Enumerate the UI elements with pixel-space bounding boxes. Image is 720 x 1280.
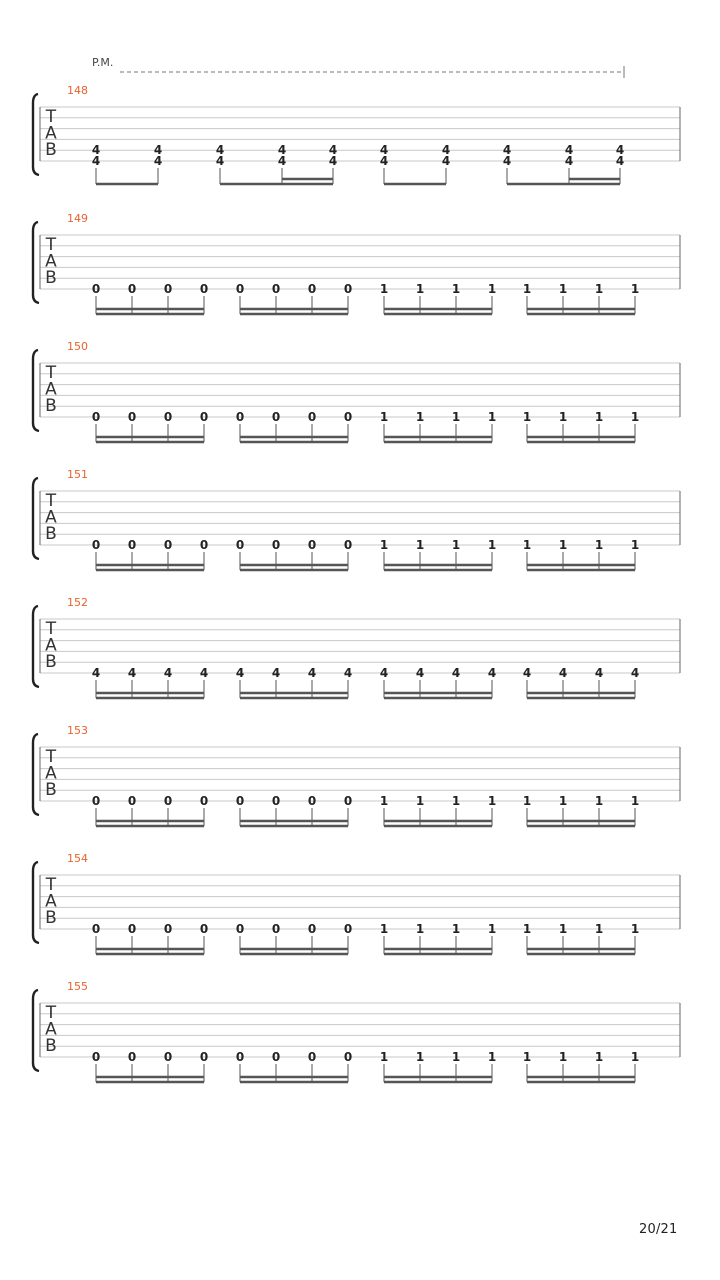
fret-number: 1 (522, 922, 532, 936)
fret-number: 0 (163, 538, 173, 552)
fret-number: 4 (379, 666, 389, 680)
fret-number: 1 (487, 282, 497, 296)
fret-number: 1 (558, 922, 568, 936)
fret-number: 1 (594, 282, 604, 296)
fret-number: 1 (379, 538, 389, 552)
fret-number: 1 (487, 794, 497, 808)
fret-number: 4 (415, 666, 425, 680)
fret-number: 0 (91, 1050, 101, 1064)
fret-number: 4 (153, 154, 163, 168)
fret-number: 0 (307, 538, 317, 552)
fret-number: 4 (522, 666, 532, 680)
tab-clef-letter: T (45, 491, 57, 511)
fret-number: 0 (91, 538, 101, 552)
fret-number: 4 (564, 154, 574, 168)
fret-number: 1 (415, 410, 425, 424)
fret-number: 4 (271, 666, 281, 680)
fret-number: 4 (91, 154, 101, 168)
fret-number: 4 (487, 666, 497, 680)
fret-number: 1 (451, 922, 461, 936)
fret-number: 0 (271, 794, 281, 808)
fret-number: 0 (127, 1050, 137, 1064)
tab-clef-letter: B (45, 908, 57, 928)
fret-number: 1 (594, 410, 604, 424)
fret-number: 0 (163, 410, 173, 424)
tab-clef-letter: B (45, 140, 57, 160)
fret-number: 1 (594, 1050, 604, 1064)
tab-clef-letter: A (45, 763, 57, 784)
fret-number: 0 (127, 538, 137, 552)
fret-number: 1 (630, 922, 640, 936)
fret-number: 4 (307, 666, 317, 680)
fret-number: 1 (630, 1050, 640, 1064)
tab-clef-letter: T (45, 1003, 57, 1023)
fret-number: 4 (277, 143, 287, 158)
fret-number: 0 (271, 410, 281, 424)
fret-number: 0 (199, 410, 209, 424)
fret-number: 0 (91, 282, 101, 296)
fret-number: 4 (564, 143, 574, 158)
fret-number: 1 (558, 410, 568, 424)
fret-number: 0 (163, 1050, 173, 1064)
fret-number: 0 (343, 794, 353, 808)
fret-number: 0 (271, 922, 281, 936)
bar-number: 151 (67, 468, 88, 481)
fret-number: 0 (271, 282, 281, 296)
fret-number: 1 (451, 1050, 461, 1064)
fret-number: 4 (215, 154, 225, 168)
page-number: 20/21 (639, 1222, 678, 1237)
fret-number: 0 (163, 794, 173, 808)
bar-number: 155 (67, 980, 88, 993)
fret-number: 4 (441, 154, 451, 168)
palm-mute-label: P.M. (92, 56, 114, 69)
fret-number: 4 (615, 154, 625, 168)
fret-number: 0 (91, 922, 101, 936)
tab-system-154 (33, 852, 680, 954)
fret-number: 4 (558, 666, 568, 680)
fret-number: 0 (343, 410, 353, 424)
fret-number: 4 (451, 666, 461, 680)
tab-clef-letter: T (45, 875, 57, 895)
fret-number: 0 (307, 282, 317, 296)
fret-number: 1 (558, 282, 568, 296)
tab-clef-letter: A (45, 123, 57, 144)
fret-number: 1 (379, 1050, 389, 1064)
fret-number: 0 (199, 538, 209, 552)
tab-system-151 (33, 468, 680, 570)
system-bracket (33, 94, 39, 175)
fret-number: 0 (343, 1050, 353, 1064)
fret-number: 4 (215, 143, 225, 158)
fret-number: 1 (415, 794, 425, 808)
fret-number: 0 (199, 922, 209, 936)
fret-number: 4 (328, 143, 338, 158)
fret-number: 1 (451, 410, 461, 424)
fret-number: 1 (487, 1050, 497, 1064)
fret-number: 4 (199, 666, 209, 680)
system-bracket (33, 350, 39, 431)
fret-number: 0 (163, 282, 173, 296)
fret-number: 4 (277, 154, 287, 168)
fret-number: 4 (379, 154, 389, 168)
fret-number: 1 (558, 794, 568, 808)
fret-number: 4 (502, 143, 512, 158)
fret-number: 4 (328, 154, 338, 168)
fret-number: 1 (415, 282, 425, 296)
fret-number: 0 (127, 282, 137, 296)
fret-number: 0 (235, 410, 245, 424)
fret-number: 1 (594, 538, 604, 552)
fret-number: 0 (307, 922, 317, 936)
tab-system-152 (33, 596, 680, 698)
fret-number: 0 (235, 922, 245, 936)
tab-system-149 (33, 212, 680, 314)
system-bracket (33, 222, 39, 303)
system-bracket (33, 990, 39, 1071)
fret-number: 0 (343, 922, 353, 936)
fret-number: 1 (594, 922, 604, 936)
system-bracket (33, 606, 39, 687)
fret-number: 0 (199, 1050, 209, 1064)
fret-number: 0 (307, 794, 317, 808)
fret-number: 1 (451, 538, 461, 552)
fret-number: 4 (594, 666, 604, 680)
fret-number: 1 (522, 538, 532, 552)
fret-number: 1 (522, 282, 532, 296)
fret-number: 1 (451, 282, 461, 296)
fret-number: 0 (163, 922, 173, 936)
fret-number: 1 (558, 538, 568, 552)
fret-number: 0 (343, 282, 353, 296)
fret-number: 4 (91, 666, 101, 680)
fret-number: 1 (415, 1050, 425, 1064)
fret-number: 1 (487, 410, 497, 424)
fret-number: 4 (127, 666, 137, 680)
fret-number: 0 (127, 794, 137, 808)
tab-system-150 (33, 340, 680, 442)
tab-clef-letter: B (45, 780, 57, 800)
bar-number: 153 (67, 724, 88, 737)
fret-number: 1 (630, 794, 640, 808)
fret-number: 4 (379, 143, 389, 158)
fret-number: 1 (415, 922, 425, 936)
fret-number: 4 (235, 666, 245, 680)
tab-clef-letter: A (45, 891, 57, 912)
tab-clef-letter: T (45, 107, 57, 127)
system-bracket (33, 734, 39, 815)
fret-number: 1 (522, 794, 532, 808)
fret-number: 1 (522, 410, 532, 424)
fret-number: 4 (163, 666, 173, 680)
fret-number: 0 (343, 538, 353, 552)
tab-clef-letter: A (45, 507, 57, 528)
bar-number: 152 (67, 596, 88, 609)
fret-number: 0 (91, 794, 101, 808)
tab-clef-letter: A (45, 379, 57, 400)
fret-number: 1 (379, 410, 389, 424)
fret-number: 0 (235, 282, 245, 296)
fret-number: 0 (91, 410, 101, 424)
fret-number: 1 (630, 410, 640, 424)
fret-number: 0 (235, 1050, 245, 1064)
fret-number: 0 (307, 1050, 317, 1064)
fret-number: 1 (379, 922, 389, 936)
tab-clef-letter: T (45, 363, 57, 383)
tab-system-153 (33, 724, 680, 826)
tab-clef-letter: T (45, 235, 57, 255)
bar-number: 154 (67, 852, 88, 865)
fret-number: 0 (271, 1050, 281, 1064)
fret-number: 0 (199, 794, 209, 808)
fret-number: 0 (307, 410, 317, 424)
tab-clef-letter: T (45, 619, 57, 639)
fret-number: 0 (235, 794, 245, 808)
fret-number: 4 (153, 143, 163, 158)
fret-number: 4 (343, 666, 353, 680)
system-bracket (33, 478, 39, 559)
fret-number: 0 (127, 922, 137, 936)
tab-system-148 (33, 84, 680, 184)
fret-number: 0 (235, 538, 245, 552)
fret-number: 4 (502, 154, 512, 168)
tab-clef-letter: T (45, 747, 57, 767)
fret-number: 1 (630, 538, 640, 552)
fret-number: 1 (415, 538, 425, 552)
fret-number: 1 (379, 282, 389, 296)
bar-number: 148 (67, 84, 88, 97)
tab-clef-letter: A (45, 1019, 57, 1040)
fret-number: 1 (487, 922, 497, 936)
fret-number: 1 (630, 282, 640, 296)
tab-clef-letter: B (45, 1036, 57, 1056)
fret-number: 1 (594, 794, 604, 808)
bar-number: 149 (67, 212, 88, 225)
fret-number: 4 (615, 143, 625, 158)
tab-clef-letter: A (45, 251, 57, 272)
tab-clef-letter: B (45, 396, 57, 416)
bar-number: 150 (67, 340, 88, 353)
tab-clef-letter: B (45, 524, 57, 544)
fret-number: 0 (127, 410, 137, 424)
fret-number: 1 (522, 1050, 532, 1064)
fret-number: 4 (91, 143, 101, 158)
fret-number: 1 (558, 1050, 568, 1064)
tab-system-155 (33, 980, 680, 1082)
fret-number: 1 (379, 794, 389, 808)
tab-clef-letter: A (45, 635, 57, 656)
fret-number: 4 (441, 143, 451, 158)
fret-number: 0 (271, 538, 281, 552)
tab-clef-letter: B (45, 652, 57, 672)
system-bracket (33, 862, 39, 943)
fret-number: 4 (630, 666, 640, 680)
fret-number: 1 (487, 538, 497, 552)
fret-number: 0 (199, 282, 209, 296)
tab-clef-letter: B (45, 268, 57, 288)
fret-number: 1 (451, 794, 461, 808)
